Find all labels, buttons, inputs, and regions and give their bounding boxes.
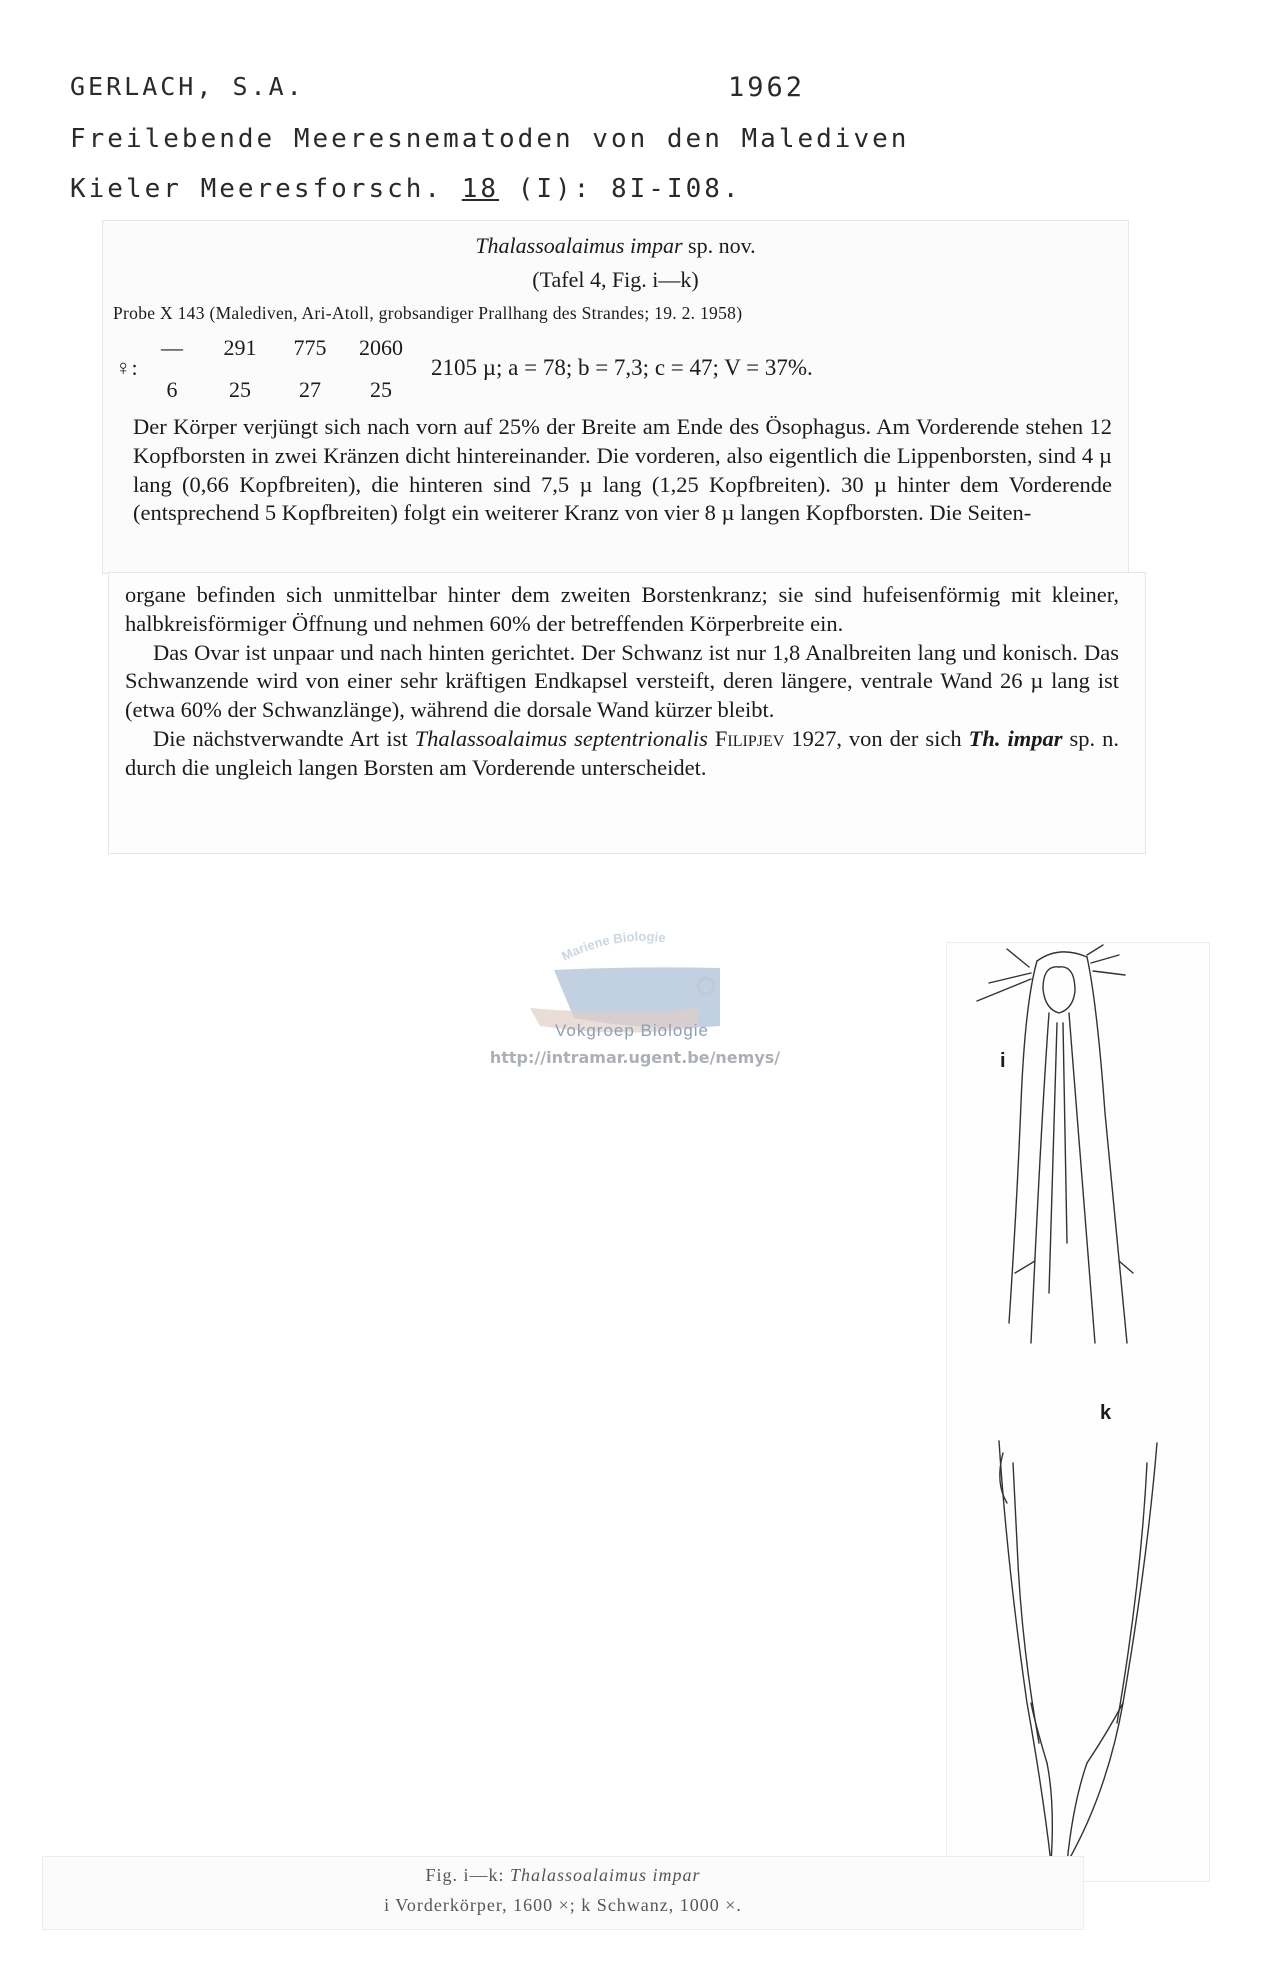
species-abbrev: Th. impar [968,725,1063,751]
paragraph-text: organe befinden sich unmittelbar hinter dem zweiten Borstenkranz; sie sind hufeisenförmig mit kleiner, halbkreisförmiger Öffnung und nehmen 60% der betreffenden Körperbreite ein. [125,582,1119,636]
article-clipping-upper [102,220,1129,574]
formula-cell: 25 [229,377,251,402]
species-name: Thalassoalaimus impar [475,233,683,258]
citation-journal [70,174,742,204]
text-run: Die nächstverwandte Art ist [153,725,415,751]
journal-volume: 18 [461,174,500,204]
article-clipping-lower [108,572,1146,854]
de-man-formula [113,333,1113,413]
citation-title: Freilebende Meeresnematoden von den Malediven [70,124,910,154]
female-symbol: ♀: [115,355,138,380]
figure-label-k: k [1100,1402,1112,1424]
formula-cell: 25 [370,377,392,402]
paragraph-comparison [125,725,1119,783]
paragraph-block [125,581,1119,783]
text-run: 1927, von der sich [784,725,969,751]
formula-cell: — [161,335,183,360]
figure-drawing [946,942,1210,1882]
formula-bottom-row [143,377,421,403]
formula-ratios: 2105 µ; a = 78; b = 7,3; c = 47; V = 37%. [431,355,813,380]
paragraph-description [133,413,1112,528]
text-run: sp. n. durch die ungleich langen Borsten am Vorderende unterscheidet. [125,725,1119,780]
caption-prefix: Fig. i—k: [425,1865,510,1885]
citation-year: 1962 [728,72,806,103]
caption-detail: i Vorderkörper, 1600 ×; k Schwanz, 1000 ×. [384,1895,742,1915]
figure-label-i: i [1000,1050,1006,1072]
paragraph-text: Das Ovar ist unpaar und nach hinten gerichtet. Der Schwanz ist nur 1,8 Analbreiten lang und konisch. Das Schwanzende wird von einer sehr kräftigen Endkapsel versteift, deren längere, ventrale Wand 26 µ lang ist (etwa 60% der Schwanzlänge), während die dorsale Wand kürzer bleibt. [125,639,1119,723]
journal-name: Kieler Meeresforsch. [70,174,444,204]
formula-cell: 775 [293,335,327,360]
figure-caption [42,1856,1084,1930]
paragraph-text: Der Körper verjüngt sich nach vorn auf 25% der Breite am Ende des Ösophagus. Am Vorderende stehen 12 Kopfborsten in zwei Kränzen dicht hintereinander. Die vorderen, also eigentlich die Lippenborsten, sind 4 µ lang (0,66 Kopfbreiten), die hinteren sind 7,5 µ lang (1,25 Kopfbreiten). 30 µ hinter dem Vorderende (entsprechend 5 Kopfbreiten) folgt ein weiterer Kranz von vier 8 µ langen Kopfborsten. Die Seiten- [133,414,1112,526]
formula-cell: 2060 [359,335,403,360]
logo-org-name: Vokgroep Biologie [554,1021,710,1040]
formula-cell: 27 [299,377,321,402]
journal-pages: (I): 8I-I08. [517,174,742,204]
species-suffix: sp. nov. [688,233,756,258]
formula-cell: 6 [166,377,178,402]
sample-info: Probe X 143 (Malediven, Ari-Atoll, grobsandiger Prallhang des Strandes; 19. 2. 1958) [113,303,743,323]
caption-species: Thalassoalaimus impar [509,1865,701,1885]
species-author: Filipjev [714,725,785,751]
source-url: http://intramar.ugent.be/nemys/ [489,1048,781,1067]
caption-title [43,1865,1083,1886]
nematode-illustration [947,943,1209,1881]
citation-author: GERLACH, S.A. [70,72,305,101]
species-heading [103,233,1128,259]
formula-cell: 291 [223,335,257,360]
plate-reference: (Tafel 4, Fig. i—k) [532,267,699,292]
logo-arc-text: Mariene Biologie [559,928,667,964]
related-species: Thalassoalaimus septentrionalis [414,725,708,751]
formula-top-row [143,335,421,361]
